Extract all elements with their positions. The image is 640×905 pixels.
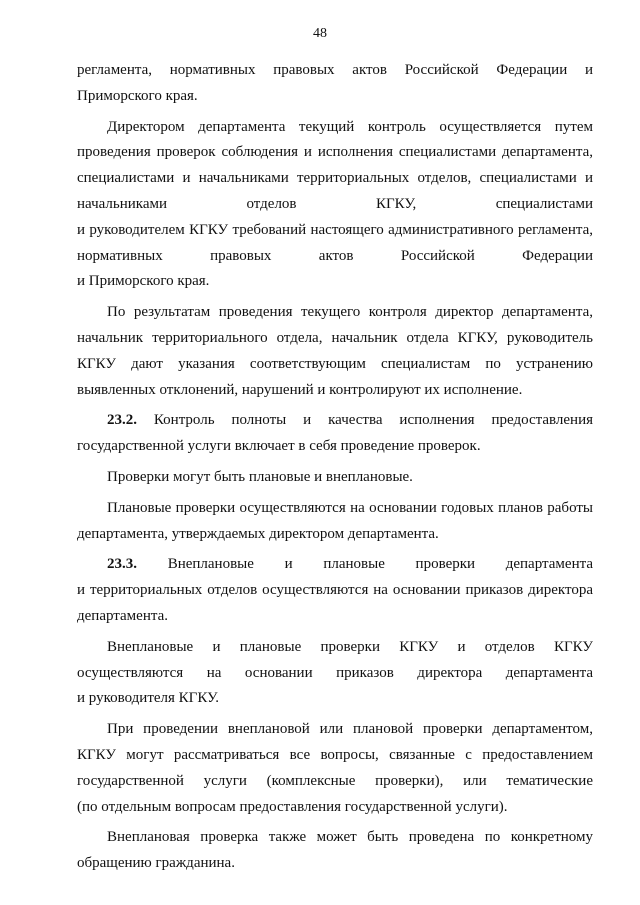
text-line [77, 825, 593, 851]
line-text: При проведении внеплановой или плановой проверки департаментом, [107, 721, 593, 738]
line-text: и руководителя КГКУ. [77, 690, 219, 707]
paragraph [77, 496, 593, 548]
paragraph [77, 465, 593, 491]
text-line [77, 661, 593, 687]
line-text: и Приморского края. [77, 273, 210, 290]
text-line [77, 604, 593, 630]
line-text: государственной услуги включает в себя проведение проверок. [77, 438, 481, 455]
line-text: и руководителем КГКУ требований настоящего административного регламента, [77, 221, 593, 238]
text-line [77, 635, 593, 661]
line-text: Контроль полноты и качества исполнения предоставления [137, 412, 593, 429]
text-line [77, 578, 593, 604]
paragraph [77, 717, 593, 820]
line-text: (по отдельным вопросам предоставления государственной услуги). [77, 798, 508, 815]
line-text: Внеплановые и плановые проверки департамента [137, 556, 593, 573]
line-text: обращению гражданина. [77, 855, 235, 872]
line-text: начальниками отделов КГКУ, специалистами [77, 195, 593, 212]
text-line [77, 769, 593, 795]
text-line [77, 244, 593, 270]
line-text: специалистами и начальниками территориальных отделов, специалистами и [77, 170, 593, 187]
line-text: Внеплановая проверка также может быть проведена по конкретному [107, 829, 593, 846]
text-line [77, 140, 593, 166]
text-line [77, 522, 593, 548]
text-line [77, 795, 593, 821]
line-text: проведения проверок соблюдения и исполнения специалистами департамента, [77, 144, 593, 161]
line-text: и территориальных отделов осуществляются на основании приказов директора [77, 582, 593, 599]
line-text: Проверки могут быть плановые и внеплановые. [107, 468, 413, 485]
text-line [77, 58, 593, 84]
page-number: 48 [313, 26, 327, 41]
text-line [77, 434, 593, 460]
line-text: КГКУ дают указания соответствующим специалистам по устранению [77, 355, 593, 372]
text-line [77, 269, 593, 295]
text-line [77, 192, 593, 218]
text-line [77, 552, 593, 578]
line-text: Плановые проверки осуществляются на основании годовых планов работы [107, 499, 593, 516]
text-line [77, 408, 593, 434]
text-line [77, 166, 593, 192]
document-body [77, 58, 593, 882]
text-line [77, 851, 593, 877]
text-line [77, 115, 593, 141]
text-line [77, 378, 593, 404]
line-text: Внеплановые и плановые проверки КГКУ и отделов КГКУ [107, 638, 593, 655]
paragraph [77, 300, 593, 403]
text-line [77, 300, 593, 326]
section-number: 23.2. [107, 412, 137, 429]
paragraph [77, 115, 593, 296]
line-text: выявленных отклонений, нарушений и контролируют их исполнение. [77, 381, 523, 398]
text-line [77, 84, 593, 110]
line-text: Директором департамента текущий контроль осуществляется путем [107, 118, 593, 135]
text-line [77, 686, 593, 712]
section-number: 23.3. [107, 556, 137, 573]
text-line [77, 717, 593, 743]
line-text: нормативных правовых актов Российской Федерации [77, 247, 593, 264]
paragraph [77, 58, 593, 110]
paragraph [77, 635, 593, 712]
paragraph [77, 408, 593, 460]
paragraph [77, 825, 593, 877]
text-line [77, 218, 593, 244]
line-text: КГКУ могут рассматриваться все вопросы, связанные с предоставлением [77, 746, 593, 763]
text-line [77, 743, 593, 769]
text-line [77, 465, 593, 491]
text-line [77, 326, 593, 352]
text-line [77, 352, 593, 378]
line-text: Приморского края. [77, 87, 198, 104]
line-text: регламента, нормативных правовых актов Российской Федерации и [77, 62, 593, 78]
text-line [77, 496, 593, 522]
paragraph [77, 552, 593, 629]
line-text: департамента. [77, 607, 168, 624]
line-text: осуществляются на основании приказов директора департамента [77, 664, 593, 681]
line-text: начальник территориального отдела, начальник отдела КГКУ, руководитель [77, 329, 593, 346]
line-text: По результатам проведения текущего контроля директор департамента, [107, 304, 593, 321]
line-text: департамента, утверждаемых директором департамента. [77, 525, 439, 542]
line-text: государственной услуги (комплексные проверки), или тематические [77, 772, 593, 789]
